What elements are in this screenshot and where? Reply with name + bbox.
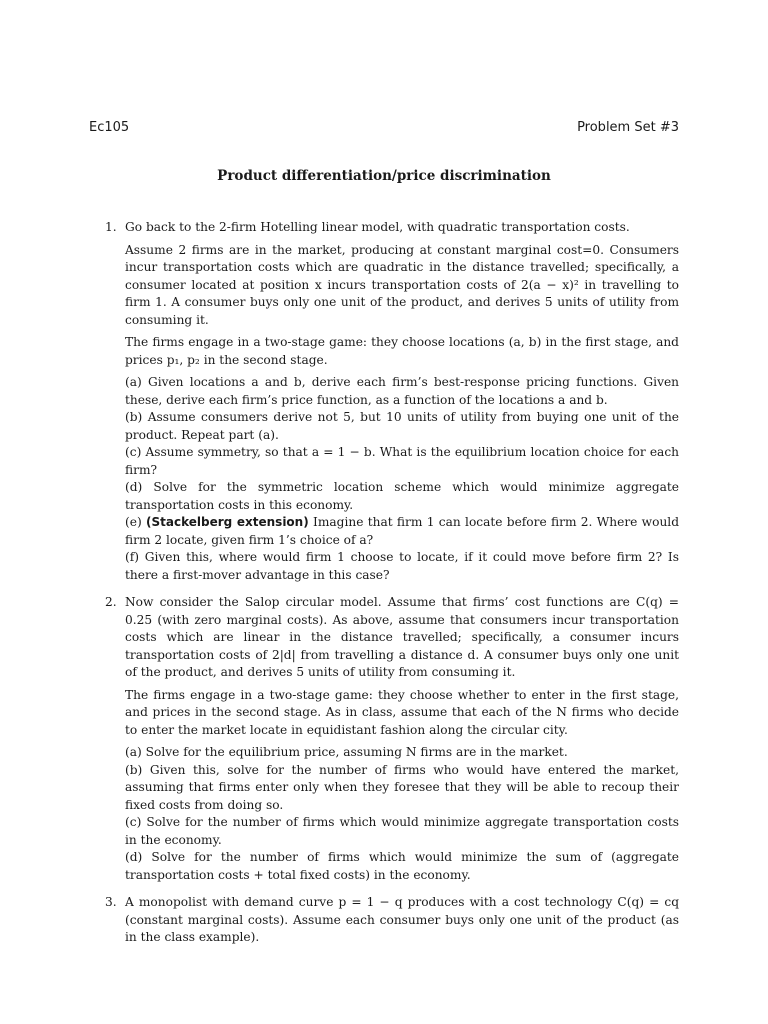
problem-paragraph: Assume 2 firms are in the market, producing at constant marginal cost=0. Consumers incur transportation costs which are quadratic in the distance travelled; specifically, a consumer located at position x incurs transportation costs of 2(a − x)² in travelling to firm 1. A consumer buys only one unit of the product, and derives 5 units of utility from consuming it. [125, 242, 679, 327]
part-text: Assume symmetry, so that a = 1 − b. What is the equilibrium location choice for each firm? [125, 445, 680, 477]
problem-paragraph: The firms engage in a two-stage game: they choose whether to enter in the first stage, and prices in the second stage. As in class, assume that each of the N firms who decide to enter the market locate in equidistant fashion along the circular city. [125, 687, 679, 737]
problem-part [125, 374, 679, 409]
part-emphasis: (Stackelberg extension) [146, 515, 309, 529]
problem-number: 1. [105, 220, 117, 234]
problem-part [125, 549, 679, 584]
problem-item [89, 894, 679, 947]
part-text: Given locations a and b, derive each firm’s best-response pricing functions. Given these, derive each firm’s price function, as a function of the locations a and b. [125, 375, 680, 407]
problem-paragraph: The firms engage in a two-stage game: they choose locations (a, b) in the first stage, and prices p₁, p₂ in the second stage. [125, 335, 679, 367]
part-label: (a) [125, 375, 142, 389]
part-label: (b) [125, 762, 143, 777]
problem-paragraph: Now consider the Salop circular model. Assume that firms’ cost functions are C(q) = 0.25 (with zero marginal costs). As above, assume that consumers incur transportation costs which are linear in the distance travelled; specifically, a consumer incurs transportation costs of 2|d| from travelling a distance d. A consumer buys only one unit of the product, and derives 5 units of utility from consuming it. [125, 595, 679, 679]
part-text: Solve for the equilibrium price, assuming N firms are in the market. [145, 745, 568, 759]
part-label: (f) [125, 550, 140, 564]
part-label: (a) [125, 745, 142, 759]
problem-part [125, 744, 679, 762]
problem-list [89, 219, 679, 952]
problem-number: 3. [105, 895, 117, 909]
course-code: Ec105 [89, 120, 130, 135]
page-title: Product differentiation/price discrimination [217, 168, 551, 184]
problem-item [89, 594, 679, 884]
part-text: Imagine that firm 1 can locate before firm 2. Where would firm 2 locate, given firm 1’s choice of a? [125, 515, 679, 547]
part-text: Solve for the number of firms which would minimize the sum of (aggregate transportation costs + total fixed costs) in the economy. [125, 850, 679, 882]
problem-paragraph: A monopolist with demand curve p = 1 − q produces with a cost technology C(q) = cq (constant marginal costs). Assume each consumer buys only one unit of the product (as in the class example). [125, 895, 679, 944]
problem-part [125, 514, 679, 549]
problem-parts [125, 374, 679, 584]
problem-parts [125, 744, 679, 884]
part-text: Given this, where would firm 1 choose to locate, if it could move before firm 2? Is there a first-mover advantage in this case? [125, 550, 679, 582]
problem-part [125, 849, 679, 884]
problem-part [125, 409, 679, 444]
problem-number: 2. [105, 595, 117, 609]
problem-paragraph: Go back to the 2-firm Hotelling linear model, with quadratic transportation costs. [125, 220, 630, 234]
problem-part [125, 444, 679, 479]
part-text: Solve for the number of firms which would minimize aggregate transportation costs in the economy. [125, 815, 679, 847]
part-label: (d) [125, 850, 143, 864]
problem-set-label: Problem Set #3 [577, 120, 679, 135]
part-label: (b) [125, 410, 143, 424]
part-label: (e) [125, 515, 142, 529]
problem-item [89, 219, 679, 584]
problem-part [125, 479, 679, 514]
part-text: Assume consumers derive not 5, but 10 units of utility from buying one unit of the product. Repeat part (a). [125, 410, 680, 442]
part-text: Solve for the symmetric location scheme which would minimize aggregate transportation costs in this economy. [125, 480, 679, 512]
part-text: Given this, solve for the number of firms who would have entered the market, assuming that firms enter only when they foresee that they will be able to recoup their fixed costs from doing so. [125, 762, 680, 812]
part-label: (d) [125, 480, 143, 494]
part-label: (c) [125, 445, 142, 459]
problem-part [125, 814, 679, 849]
problem-part [125, 762, 679, 815]
part-label: (c) [125, 815, 142, 829]
